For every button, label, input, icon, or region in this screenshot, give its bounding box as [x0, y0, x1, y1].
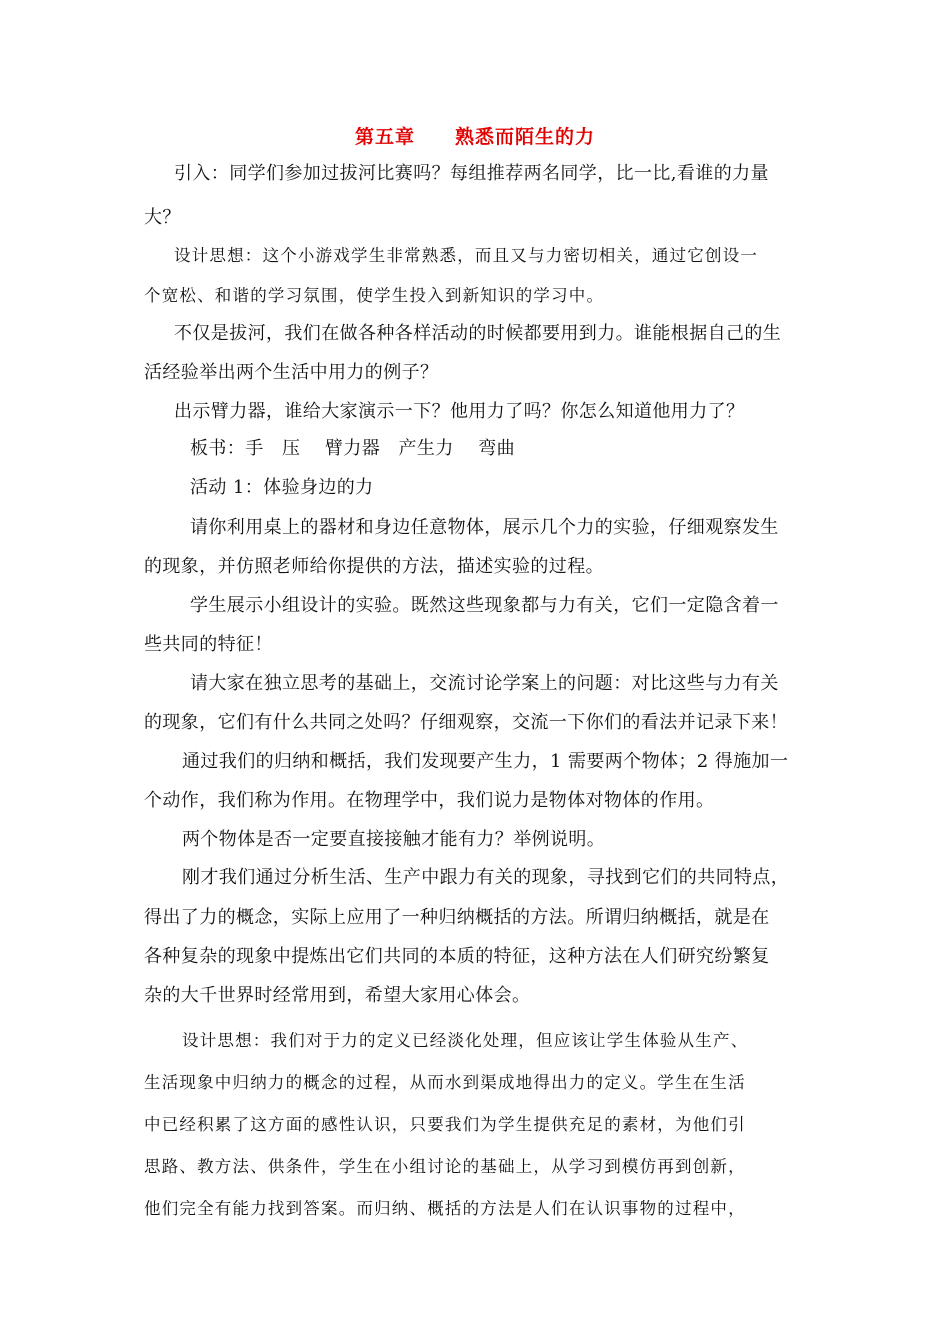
intro-line: 引入：同学们参加过拔河比赛吗？每组推荐两名同学，比一比,看谁的力量: [174, 163, 769, 184]
design-note-line: 设计思想：我们对于力的定义已经淡化处理，但应该让学生体验从生产、: [182, 1031, 749, 1050]
paragraph-line: 学生展示小组设计的实验。既然这些现象都与力有关，它们一定隐含着一: [190, 595, 779, 616]
chapter-title: [0, 122, 950, 149]
design-note-line: 设计思想：这个小游戏学生非常熟悉，而且又与力密切相关，通过它创设一: [174, 246, 759, 265]
paragraph-line: 出示臂力器，谁给大家演示一下？他用力了吗？你怎么知道他用力了？: [174, 401, 745, 422]
design-note-line: 思路、教方法、供条件，学生在小组讨论的基础上，从学习到模仿再到创新，: [144, 1157, 746, 1176]
paragraph-line: 些共同的特征！: [144, 634, 273, 655]
paragraph-line: 的现象，并仿照老师给你提供的方法，描述实验的过程。: [144, 556, 604, 577]
chapter-name: 熟悉而陌生的力: [455, 126, 596, 148]
design-note-line: 生活现象中归纳力的概念的过程，从而水到渠成地得出力的定义。学生在生活: [144, 1073, 746, 1092]
paragraph-line: 请大家在独立思考的基础上，交流讨论学案上的问题：对比这些与力有关: [190, 673, 779, 694]
blackboard-line: 板书：手 压 臂力器 产生力 弯曲: [190, 438, 516, 459]
activity-heading: 活动 1：体验身边的力: [190, 477, 374, 498]
paragraph-line: 得出了力的概念，实际上应用了一种归纳概括的方法。所谓归纳概括，就是在: [144, 907, 770, 928]
paragraph-line: 的现象，它们有什么共同之处吗？仔细观察，交流一下你们的看法并记录下来！: [144, 712, 788, 733]
paragraph-line: 请你利用桌上的器材和身边任意物体，展示几个力的实验，仔细观察发生: [190, 517, 779, 538]
paragraph-line: 各种复杂的现象中提炼出它们共同的本质的特征，这种方法在人们研究纷繁复: [144, 946, 770, 967]
paragraph-line: 刚才我们通过分析生活、生产中跟力有关的现象，寻找到它们的共同特点，: [182, 867, 790, 888]
paragraph-line: 两个物体是否一定要直接接触才能有力？举例说明。: [182, 829, 606, 850]
design-note-line: 他们完全有能力找到答案。而归纳、概括的方法是人们在认识事物的过程中，: [144, 1199, 746, 1218]
intro-line: 大？: [144, 207, 181, 228]
paragraph-line: 不仅是拔河，我们在做各种各样活动的时候都要用到力。谁能根据自己的生: [174, 323, 782, 344]
paragraph-line: 活经验举出两个生活中用力的例子？: [144, 362, 439, 383]
paragraph-line: 杂的大千世界时经常用到，希望大家用心体会。: [144, 985, 531, 1006]
design-note-line: 个宽松、和谐的学习氛围，使学生投入到新知识的学习中。: [144, 286, 605, 305]
chapter-number: 第五章: [354, 126, 415, 148]
paragraph-line: 通过我们的归纳和概括，我们发现要产生力，1 需要两个物体；2 得施加一: [182, 751, 789, 772]
paragraph-line: 个动作，我们称为作用。在物理学中，我们说力是物体对物体的作用。: [144, 790, 715, 811]
design-note-line: 中已经积累了这方面的感性认识，只要我们为学生提供充足的素材，为他们引: [144, 1115, 746, 1134]
